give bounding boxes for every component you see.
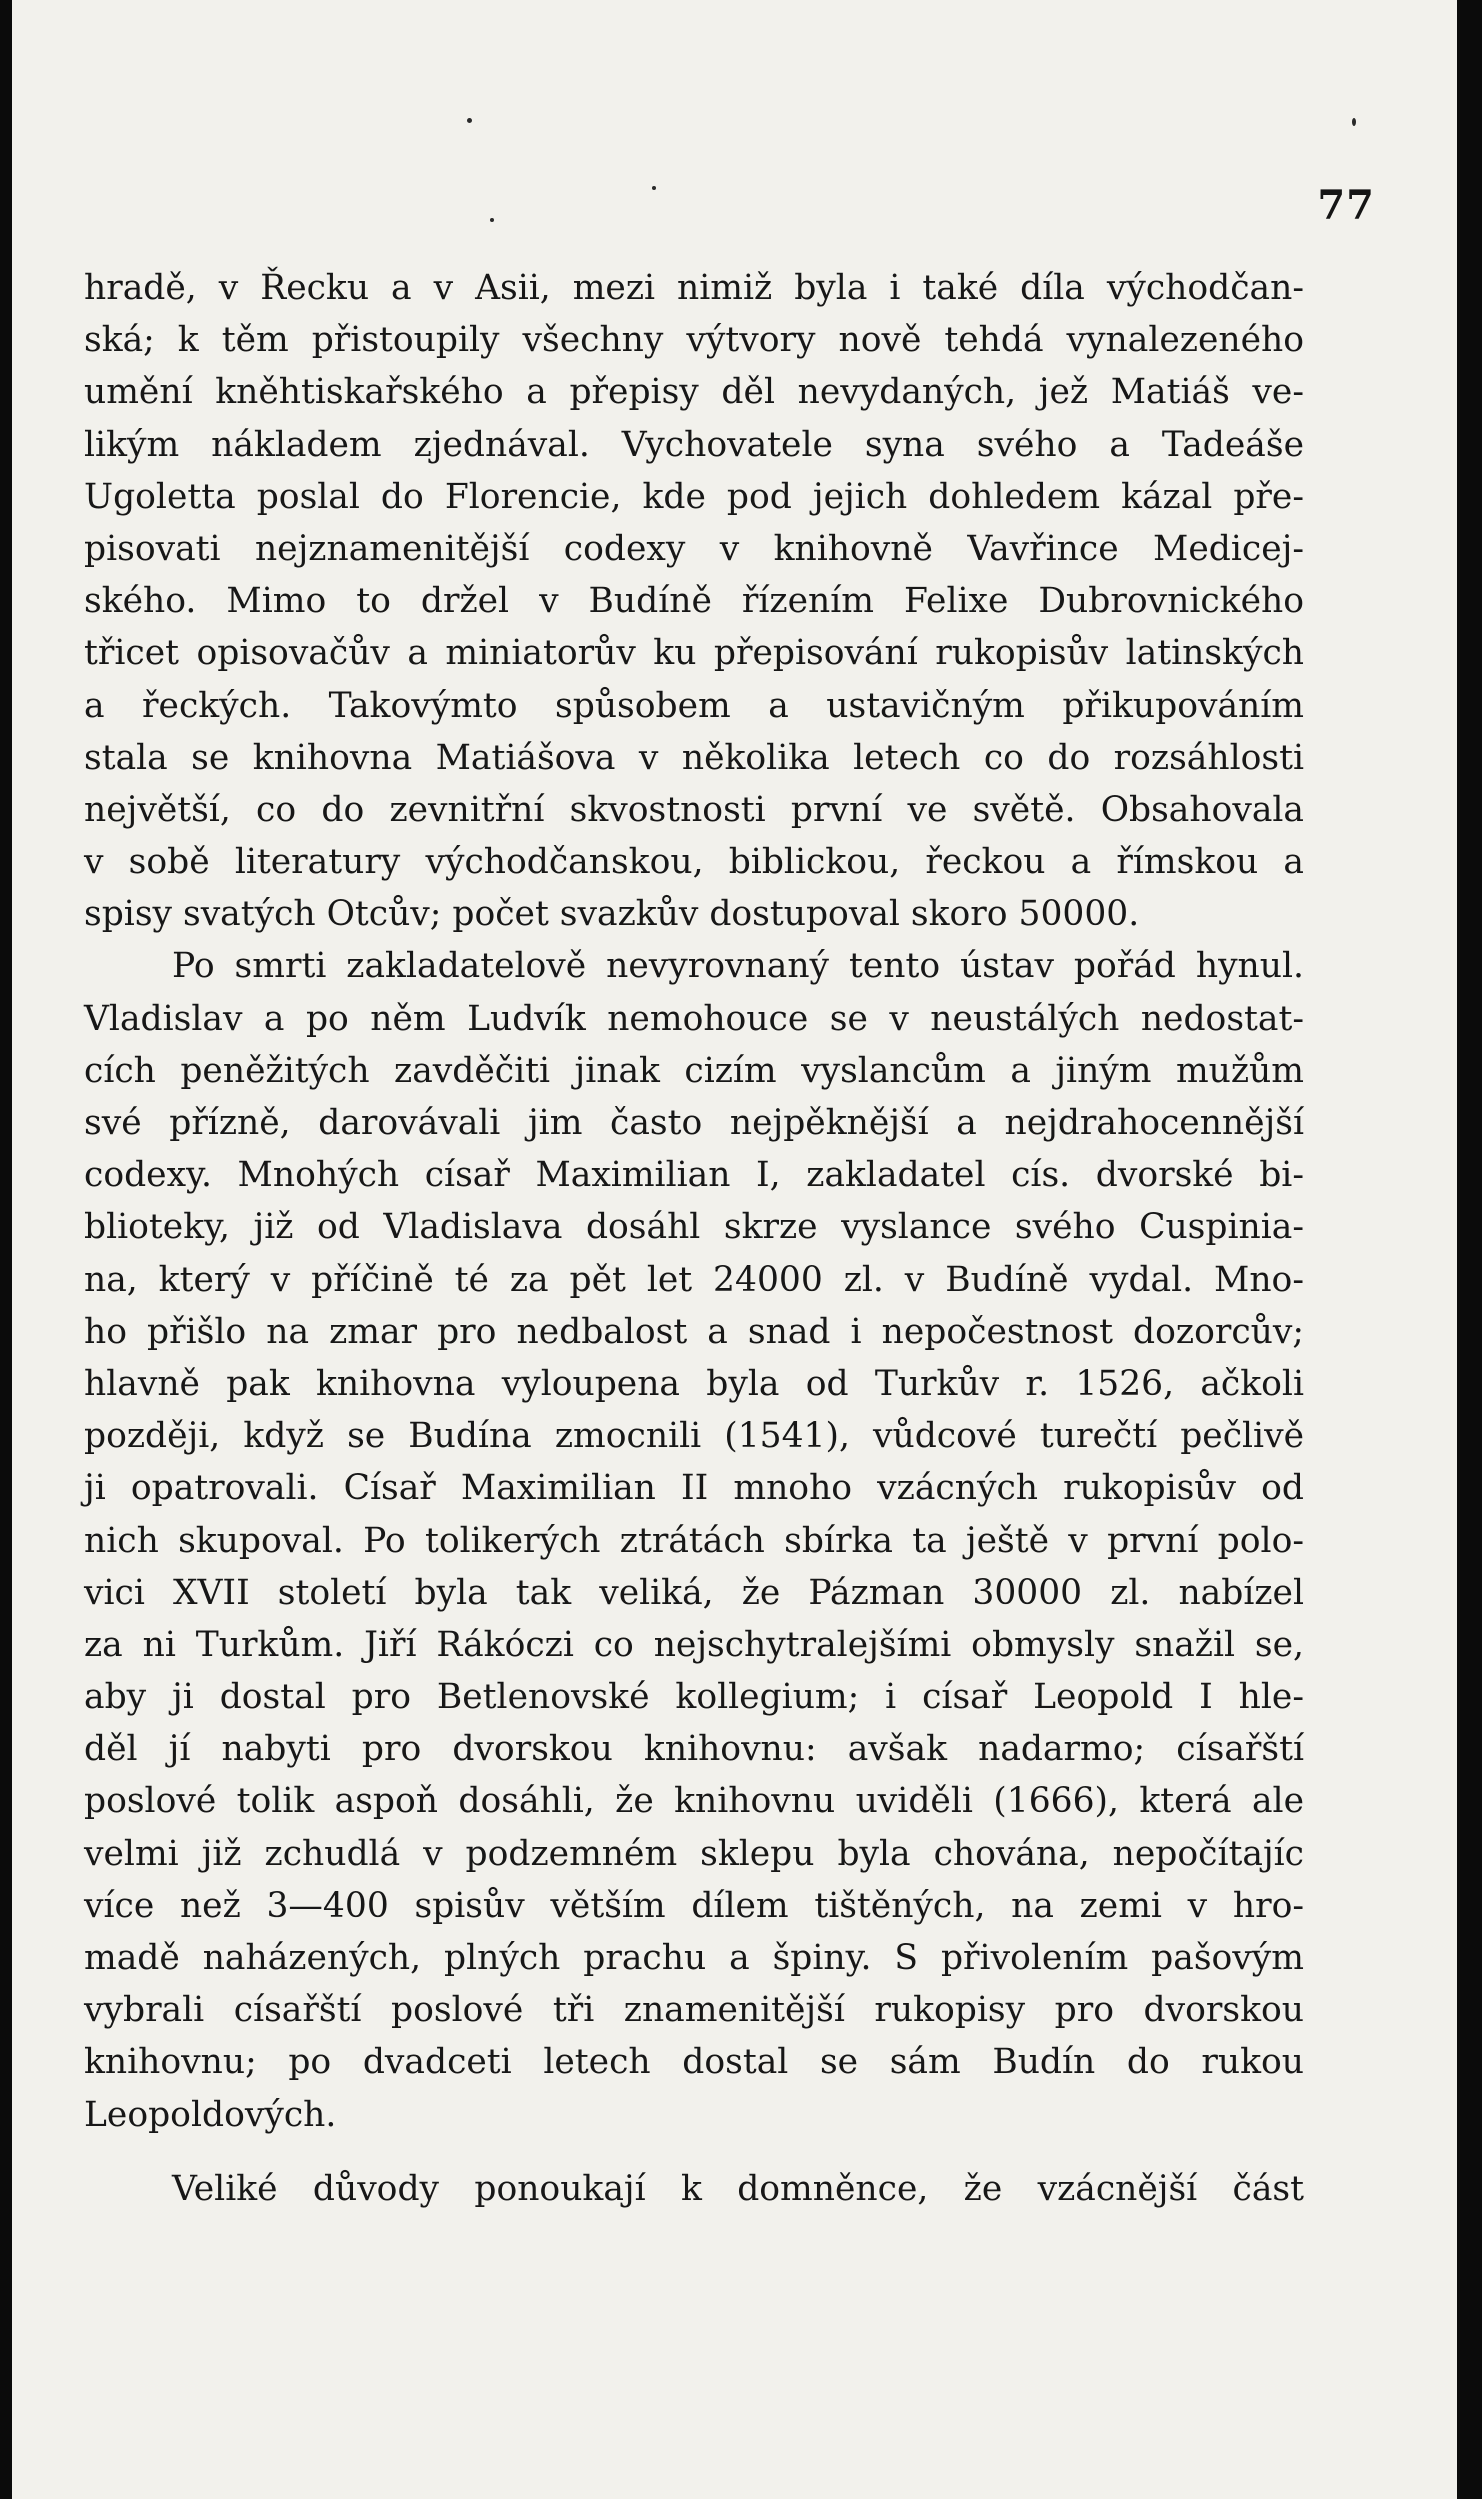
text-line: na, který v příčině té za pět let 24000 zl. v Budíně vydal. Mno- <box>84 1259 1304 1300</box>
text-line: umění kněhtiskařského a přepisy děl nevydaných, jež Matiáš ve- <box>84 372 1304 413</box>
text-line: třicet opisovačův a miniatorův ku přepisování rukopisův latinských <box>84 633 1304 674</box>
scan-speck <box>490 218 494 222</box>
text-line: hlavně pak knihovna vyloupena byla od Turkův r. 1526, ačkoli <box>84 1363 1304 1404</box>
text-line: hradě, v Řecku a v Asii, mezi nimiž byla i také díla východčan- <box>84 268 1304 308</box>
text-line: Leopoldových. <box>84 2094 337 2135</box>
text-line: za ni Turkům. Jiří Rákóczi co nejschytralejšími obmysly snažil se, <box>84 1624 1304 1665</box>
scan-speck <box>1352 118 1356 126</box>
text-line: madě naházených, plných prachu a špiny. S přivolením pašovým <box>84 1938 1304 1978</box>
text-line: největší, co do zevnitřní skvostnosti první ve světě. Obsahovala <box>84 789 1304 830</box>
text-line: knihovnu; po dvadceti letech dostal se sám Budín do rukou <box>84 2042 1304 2083</box>
text-line: nich skupoval. Po tolikerých ztrátách sbírka ta ještě v první polo- <box>84 1520 1304 1561</box>
text-line: a řeckých. Takovýmto spůsobem a ustavičným přikupováním <box>84 685 1304 726</box>
text-line: ského. Mimo to držel v Budíně řízením Felixe Dubrovnického <box>84 581 1304 622</box>
text-line: ho přišlo na zmar pro nedbalost a snad i nepočestnost dozorcův; <box>84 1311 1304 1352</box>
text-line: ská; k těm přistoupily všechny výtvory nově tehdá vynalezeného <box>84 320 1304 361</box>
text-line: děl jí nabyti pro dvorskou knihovnu: avšak nadarmo; císařští <box>84 1729 1304 1770</box>
paragraph-gap <box>84 2141 1304 2163</box>
text-line: pisovati nejznamenitější codexy v knihovně Vavřince Medicej- <box>84 528 1304 569</box>
book-page <box>12 0 1457 2499</box>
text-line: velmi již zchudlá v podzemném sklepu byla chována, nepočítajíc <box>84 1833 1304 1874</box>
text-line: poslové tolik aspoň dosáhli, že knihovnu uviděli (1666), která ale <box>84 1781 1304 1822</box>
text-line: Vladislav a po něm Ludvík nemohouce se v neustálých nedostat- <box>84 998 1304 1039</box>
text-line: stala se knihovna Matiášova v několika letech co do rozsáhlosti <box>84 737 1304 778</box>
scan-speck <box>652 186 656 190</box>
text-line: později, když se Budína zmocnili (1541), vůdcové turečtí pečlivě <box>84 1416 1304 1457</box>
text-line: aby ji dostal pro Betlenovské kollegium; i císař Leopold I hle- <box>84 1677 1304 1718</box>
page-body-text <box>84 262 1304 2215</box>
text-line: Veliké důvody ponoukají k domněnce, že vzácnější část <box>172 2168 1304 2209</box>
text-line: ji opatrovali. Císař Maximilian II mnoho vzácných rukopisův od <box>84 1468 1304 1509</box>
text-line: blioteky, již od Vladislava dosáhl skrze vyslance svého Cuspinia- <box>84 1207 1304 1248</box>
text-line: spisy svatých Otcův; počet svazkův dostupoval skoro 50000. <box>84 894 1140 935</box>
paragraph-1 <box>84 262 1304 940</box>
text-line: likým nákladem zjednával. Vychovatele syna svého a Tadeáše <box>84 424 1304 465</box>
text-line: v sobě literatury východčanskou, biblickou, řeckou a římskou a <box>84 842 1304 883</box>
text-line: Ugoletta poslal do Florencie, kde pod jejich dohledem kázal pře- <box>84 476 1304 517</box>
scan-speck <box>467 118 472 123</box>
text-line: codexy. Mnohých císař Maximilian I, zakladatel cís. dvorské bi- <box>84 1155 1304 1196</box>
text-line: své přízně, darovávali jim často nejpěknější a nejdrahocennější <box>84 1103 1304 1143</box>
text-line: cích peněžitých zavděčiti jinak cizím vyslancům a jiným mužům <box>84 1050 1304 1091</box>
page-number: 77 <box>1317 182 1375 229</box>
paragraph-3 <box>84 2163 1304 2215</box>
text-line: Po smrti zakladatelově nevyrovnaný tento ústav pořád hynul. <box>172 946 1304 987</box>
text-line: více než 3—400 spisův větším dílem tištěných, na zemi v hro- <box>84 1885 1304 1926</box>
text-line: vybrali císařští poslové tři znamenitější rukopisy pro dvorskou <box>84 1990 1304 2031</box>
paragraph-2 <box>84 940 1304 2140</box>
text-line: vici XVII století byla tak veliká, že Pázman 30000 zl. nabízel <box>84 1572 1304 1613</box>
